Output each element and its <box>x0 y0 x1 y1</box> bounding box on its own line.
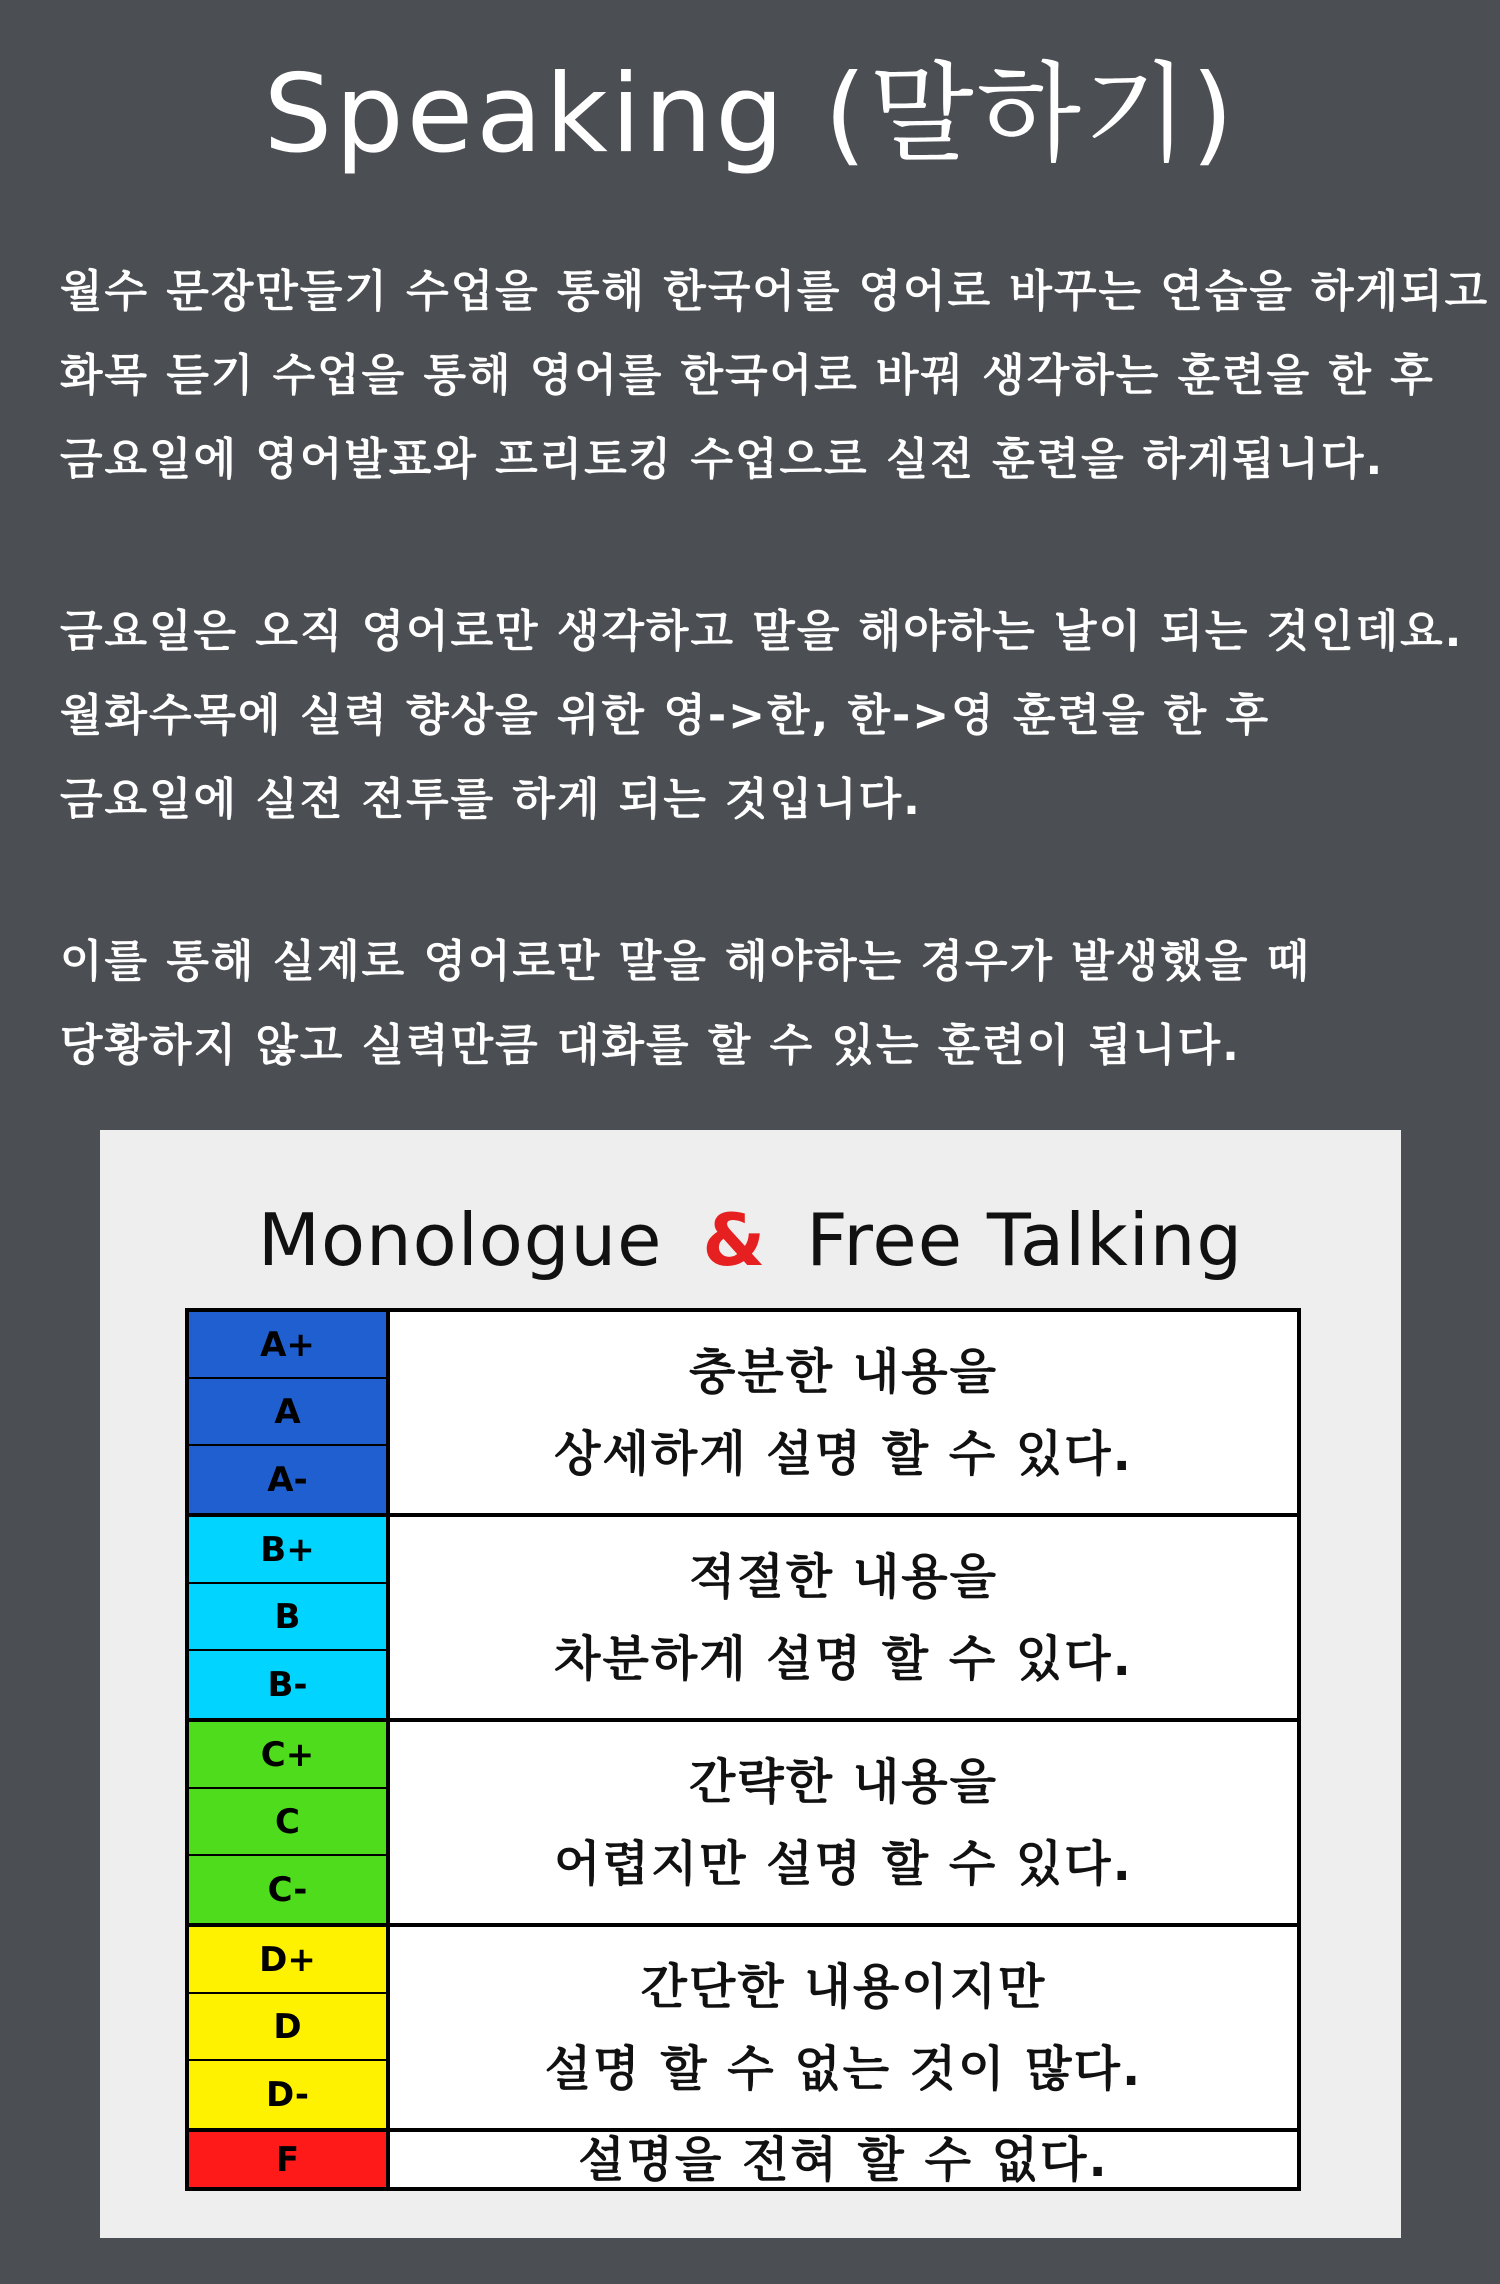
grade-cells <box>189 1927 390 2128</box>
grade-label: D <box>189 1994 386 2061</box>
paragraph-line: 월화수목에 실력 향상을 위한 영->한, 한->영 훈련을 한 후 <box>60 690 1271 741</box>
description-line: 간단한 내용이지만 <box>640 1958 1047 2015</box>
description-line: 설명을 전혀 할 수 없다. <box>578 2131 1109 2188</box>
paragraph-line: 금요일에 실전 전투를 하게 되는 것입니다. <box>60 774 922 825</box>
grade-label: D+ <box>189 1927 386 1994</box>
grade-label: F <box>189 2132 386 2187</box>
grading-table <box>185 1308 1301 2191</box>
grade-label: B+ <box>189 1517 386 1584</box>
grade-label: A- <box>189 1446 386 1513</box>
paragraph-friday <box>60 590 1464 842</box>
grade-label: D- <box>189 2061 386 2128</box>
grade-description <box>390 1517 1297 1718</box>
grade-label: C+ <box>189 1722 386 1789</box>
grade-label: B <box>189 1584 386 1651</box>
grade-label: C- <box>189 1856 386 1923</box>
grade-label: C <box>189 1789 386 1856</box>
grade-cells <box>189 2132 390 2187</box>
description-line: 간략한 내용을 <box>689 1753 998 1810</box>
description-line: 어렵지만 설명 할 수 있다. <box>554 1835 1133 1892</box>
grade-description <box>390 1312 1297 1513</box>
paragraph-schedule <box>60 250 1490 502</box>
grade-description <box>390 1927 1297 2128</box>
paragraph-line: 이를 통해 실제로 영어로만 말을 해야하는 경우가 발생했을 때 <box>60 936 1312 987</box>
grade-description <box>390 2132 1297 2187</box>
grade-row-a <box>189 1312 1297 1517</box>
grading-title <box>100 1190 1401 1290</box>
description-line: 차분하게 설명 할 수 있다. <box>554 1630 1133 1687</box>
grading-title-ampersand: & <box>702 1198 767 1282</box>
description-line: 상세하게 설명 할 수 있다. <box>554 1425 1133 1482</box>
grade-label: B- <box>189 1651 386 1718</box>
paragraph-result <box>60 920 1460 1088</box>
grade-label: A+ <box>189 1312 386 1379</box>
paragraph-line: 금요일은 오직 영어로만 생각하고 말을 해야하는 날이 되는 것인데요. <box>60 606 1464 657</box>
description-line: 설명 할 수 없는 것이 많다. <box>544 2040 1143 2097</box>
description-line: 충분한 내용을 <box>689 1343 998 1400</box>
grade-cells <box>189 1312 390 1513</box>
grading-title-monologue: Monologue <box>257 1198 663 1282</box>
grade-row-f <box>189 2132 1297 2187</box>
grade-row-b <box>189 1517 1297 1722</box>
grade-cells <box>189 1517 390 1718</box>
paragraph-line: 화목 듣기 수업을 통해 영어를 한국어로 바꿔 생각하는 훈련을 한 후 <box>60 350 1435 401</box>
grade-cells <box>189 1722 390 1923</box>
paragraph-line: 월수 문장만들기 수업을 통해 한국어를 영어로 바꾸는 연습을 하게되고 <box>60 266 1490 317</box>
grade-label: A <box>189 1379 386 1446</box>
grade-description <box>390 1722 1297 1923</box>
paragraph-line: 금요일에 영어발표와 프리토킹 수업으로 실전 훈련을 하게됩니다. <box>60 434 1385 485</box>
description-line: 적절한 내용을 <box>689 1548 998 1605</box>
grade-row-d <box>189 1927 1297 2132</box>
page-title: Speaking (말하기) <box>263 52 1237 177</box>
grade-row-c <box>189 1722 1297 1927</box>
grading-title-free-talking: Free Talking <box>806 1198 1244 1282</box>
grading-panel <box>100 1130 1401 2238</box>
paragraph-line: 당황하지 않고 실력만큼 대화를 할 수 있는 훈련이 됩니다. <box>60 1020 1241 1071</box>
